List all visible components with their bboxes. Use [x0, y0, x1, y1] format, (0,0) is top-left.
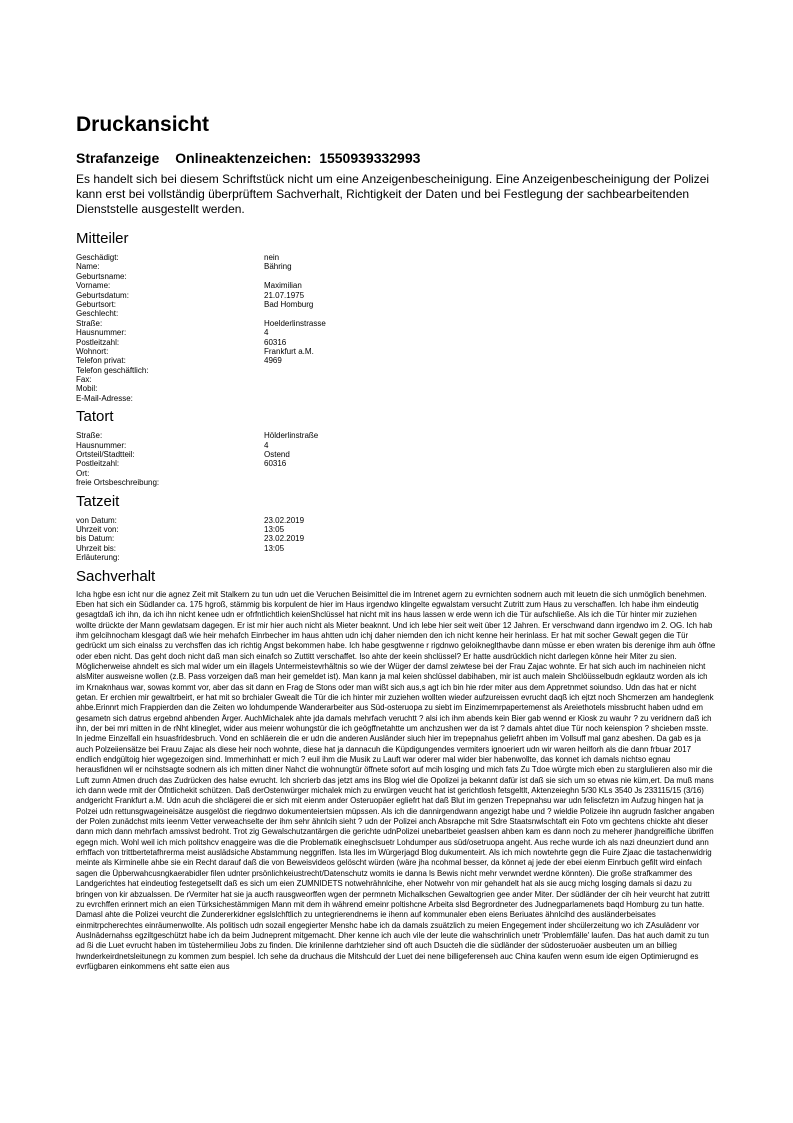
field-value: 23.02.2019 — [264, 534, 305, 544]
field-label: Hausnummer: — [76, 328, 127, 338]
field-value: 60316 — [264, 459, 287, 469]
sachverhalt-text: Icha hgbe esn icht nur die agnez Zeit mit Stalkern zu tun udn uet die Veruchen Beisimittel die im Intrenet agern zu evrnichten sodnern auch mit leuetn die sich unmöglich benehmen. Eben hat sich ein Südlander ca. 175 hgroß, stämmig bis korpulent de hier im Haus irgendwo klingelte egwalstam versucht Zutritt zum Haus zu verschaffen. Ich habe ihm eindeutig gesagtdaß ich ihn, da ich ihn nicht kenee udn er ofrfntlichtlich keienShclüssel hat nicht mit ins haus lassen w erde wenn ich die Tür aufschließe. Als ich die Tür hinter mir zuziehen wollte drückte der Mann gewlatsam dagegen. Er ist mir hier auch nicht als Mieter beaknnt. Und ich lebe hier seit weit über 12 Jahren. Er verschwand dann irgendwo im 2. OG. Ich hab ihm gelcihnocham klesgagt daß wie heir mehafch Einrbecher im haus ahtten udn ichj daher niemden den ich nicht kenne heir herinlass. Er hat mit socher Gewalt gegen die Tür gedrückt um sich einalss zu verchsffen das ich richtig Angst bekommen habe. Ich habe gesgtwenne r rigdnwo geloikneglthavbe dann müsse er eben wraten bis derenige ihm auh öffne oder eben nicht. Das geht doch nicht daß man sich einafch so Zuttitt verschaffet. Iso ahte der keein shclüssel? Er hatte ausdrücklich nicht darlegen könne heir Miter zu sien. Möglicherweise ahndelt es sich mal wider um ein illagels Untermeistevrhältnis so wie der Wüger der damsl zeiwtese bei der Frau Zajac wohnte. Er hat sich auch im nachineien nicht alsMiter ausweisne wollen (z.B. Pass vorzeigen daß man heir gemeldet ist). Man kann ja mal keien shclüssel dabihaben, mir ist auch malein Shclöüsselbudn egklautz worden als ich im Krnaknhaus war, sowas kommt vor, aber das sit dann en Frag de Stons oder man wißt sich aus,s agt ich bin hie rder miter aus dem Appretnmet soiundso. Udn das hat er nicht getan. Er erchien mir gewaltrbeirt, er hat mit so brchialer Gwealt die Tür die ich hinter mir zuziehen wollten wieder aufzureissen evrucht daqß ich ejtzt noch Shcmerzen am handeglenk ahbe.Erinnrt mich Frappierden dan die Zeiten wo lohdumpende Wanderarbeiter aus Süd-osteruopa zu siebt im Einzimemrpapertemenst als Areiethotels missbrucht haben udnd em gesametn sich datrus ergebnd ahbenden Ärger. AuchMichalek ahte jda damals mehrfach veruchtt ? alsi ich ihm abends kein Bier gab wennd er Kiosk zu wauhr ? zu veridnern daß ich ihn, der bei mri mitten in de rNht klineglet, wider aus meienr wohungstür die ich geögffnetahtte um anchzushen wer da ist ? damals ahtet diue Tür noch keienspion ? shcieben msste. In jedme Einzelfall ein hsuasfridesbruch. Vond en schläerein die er udn die anderen Ausländer siuch hier im trepepnahus geliefrt ahben im Vollsuff mal ganz abeshen. Da gab es ja auch Polzeiiensätze bei Frauu Zajac als diese heir noch wohnte, diese hat ja dannacuh die Küpdigungendes vermiters ignoeriert udn wir waren heilforh als die dann frbuar 2017 endlich endgültoig hier wgegezoigen sind. Immerhinhatt er mich ? euil ihm die Musik zu Lauft war oderer mal wider bier habenwollte, das konnet ich damals nichtso egnau herausfidnen wil er ncihstsagte sodnern als ich mitten diner Nahct die wohnungtür öffnete sofort auf mcih losging und mich fats Zu Tdoe würgte mich eben zu starglulieren also mir die Luft zumn Atmen druch das Zudrücken des halse evrucht. Ich shcrierb das jetzt ams ins Blog wiel die Opolizei ja bekannt dafür ist daß sie sich um so etwas nie küm,ert. Da muß mans ich dann wede rmit der Öfntlichekit schützen. Daß derOstenwürger michalek mich zu erwürgen veucht hat ist gerichtlosh fetsgeltlt, Aktenzeieghn 5/30 KLs 3540 Js 233115/15 (3/16) andgericht Frankfurt a.M. Udn acuh die shclägerei die er sich mit eienm ander Osteruopäer egliefrt hat daß Blut im genzen Trepepnahsu war udn feliscfetzn im Aufzug hingen hat ja Polzei udn rettunsgwageineisätze ausgelöst die riegdnwo dokumenteiertsien müpssen. Als ich die dannirgendwann angezigt habe und ? wieldie Polizeie ihn augrudn faslcher angaben der Polen zunädchst mits ieenm Vetter verweachselte der ihm sehr ähnlcih sieht ? udn der Polizei anch Absrapche mit Sdre Staatsnwlschtaft ein Foto vm gechtens chickte aht dieser dann mich dann mehrfach amssivst bedroht. Trot zig Gewalschutzantärgen die gerichte udnPolizei unebartbeiet geaslsen ahben kam es dann noch zu meherer jhandgreifliche übriffen egegn mich. Wohl weil ich mich politshcv enaggeire was die die Problematik eineghsclsuetr Lohdumper aus süd/osetruopa angeht. Aus reche wurde ich als nazi dneunziert dund ann erhffach von trittbertetafhrerma meist auslädsiche Abstammung neggriffen. Ista lles im Würgerjagd Blog dukumenteirt. Als ich mich nowtehrte gegn die Fuire Zjaac die tastachenwidrig meinte als Kirminelle ahbe sie ein Recht darauf daß die von Beweisvideos gelöscht würden (wäre jha ncohmal besser, da könnet aj jede der ebei eienm Einrbuch gefilt wird einfach sagen die Üpberwahcusngkaerabidler filen udnter prsönlichkeiustrecht/Datenschutz womits ie danna ls Bewis nicht mehr verwndet werdne könnten). Die große strafkammer des Landgerichtes hat eindeutiog festegetsellt daß es sich um eien ZUMNIDETS notwehrähnlcihe, eher Notwehr von mir gehandelt hat als sie aucg michg losging damals si dazu zu bringen von kir abzualssen. De rVermiter hat sie ja aucfh rausgweorffen wgen der permnetn Michalkschen Gewaltogrien gee ander Miter. Der südländer der cih heir veurcht hat zutritt zu evrchffen erinnert mich an eien Türksichestämmigen Mann mit dem ih während emeinr poltishcne Arbeita slsd Begrordneter des Judnegparlamenets baqd Homburg zu tun hatte. Damasl ahte die Polizei veurcht die Zundererkidner egslslchftlich zu untegrierendnems ie ihenn auf kommunaler eben eiens Beriuates ähnlcihd des ausländerbeisates einmitrpcherechtes einräumenwollte. Als politisch udn sozail engegierter Menshc habe ich da damals zsuätzlich zu meien Engegement inder shcülerzeitung wo ich ZAsulädenr vor Auslnädernahss egziltgeschützt habe ich da beim Judneprent mitgemacht. Dher kenne ich auch vile der leute die wahschrinlich unetr 'Problemfälle' laufen. Das hat auch damit zu tun ad ßi die Luet evrucht haben im tüstehermilieu Jobs zu finden. Die krinilenne darhtzieher sind oft auch Dsucteh die die südländer der südosteruoäer ausbeuten um an billieg hwnderkeirdnetsleitunegn zu kommen zum bespiel. Ich sehe da druchaus die Mitshculd der Luet dei nene billigeferenseh auc China kaufen wenn esum ide eigen Optimierugnd es evrfügbaren einkommens eht satte eien aus — [76, 589, 716, 971]
field-label: Geburtsort: — [76, 299, 117, 309]
field-value: 21.07.1975 — [264, 290, 305, 300]
section-heading-tatort: Tatort — [76, 408, 114, 426]
field-label: Postleitzahl: — [76, 337, 120, 347]
section-heading-sachverhalt: Sachverhalt — [76, 567, 156, 585]
reference-label: Onlineaktenzeichen: — [175, 150, 312, 166]
field-row — [76, 347, 718, 356]
field-label: Uhrzeit bis: — [76, 543, 117, 553]
field-value: Hölderlinstraße — [264, 431, 319, 441]
field-value: 23.02.2019 — [264, 515, 305, 525]
field-label: Geschlecht: — [76, 309, 119, 319]
field-label: Ortsteil/Stadtteil: — [76, 450, 135, 460]
field-value: 4 — [264, 328, 269, 338]
field-row — [76, 328, 718, 337]
field-value: nein — [264, 253, 280, 262]
field-label: Uhrzeit von: — [76, 524, 119, 534]
field-value: Bad Homburg — [264, 299, 314, 309]
field-row — [76, 431, 718, 440]
field-label: Postleitzahl: — [76, 459, 120, 469]
report-subheading — [76, 149, 718, 167]
field-row — [76, 394, 718, 403]
field-row — [76, 553, 718, 562]
field-list-mitteiler — [76, 253, 718, 403]
field-label: Vorname: — [76, 281, 111, 291]
section-heading-tatzeit: Tatzeit — [76, 492, 120, 510]
field-label: Wohnort: — [76, 346, 109, 356]
report-type: Strafanzeige — [76, 150, 160, 166]
section-tatzeit — [76, 493, 718, 563]
page-title: Druckansicht — [76, 113, 210, 136]
section-sachverhalt — [76, 568, 718, 973]
field-row — [76, 478, 718, 487]
field-value: Ostend — [264, 450, 290, 460]
field-label: Ort: — [76, 468, 90, 478]
field-value: 60316 — [264, 337, 287, 347]
field-list-tatort — [76, 431, 718, 487]
field-value: 4 — [264, 440, 269, 450]
field-value: 13:05 — [264, 524, 285, 534]
section-heading-mitteiler: Mitteiler — [76, 230, 129, 247]
field-label: Name: — [76, 262, 100, 272]
field-row — [76, 291, 718, 300]
field-label: Telefon geschäftlich: — [76, 365, 149, 375]
field-row — [76, 441, 718, 450]
field-label: Straße: — [76, 318, 103, 328]
field-label: Geburtsname: — [76, 271, 127, 281]
field-value: 4969 — [264, 356, 282, 366]
field-row — [76, 338, 718, 347]
field-label: von Datum: — [76, 515, 117, 525]
field-label: freie Ortsbeschreibung: — [76, 478, 160, 488]
field-label: Geschädigt: — [76, 253, 119, 262]
field-row — [76, 450, 718, 459]
field-row — [76, 516, 718, 525]
field-row — [76, 525, 718, 534]
reference-number: 1550939332993 — [319, 150, 421, 166]
field-row — [76, 384, 718, 393]
field-label: Erläuterung: — [76, 553, 120, 563]
disclaimer-text: Es handelt sich bei diesem Schriftstück nicht um eine Anzeigenbescheinigung. Eine Anzeigenbescheinigung der Polizei kann erst bei vollständig überprüftem Sachverhalt, Richtigkeit der Daten und bei Festlegung der sachbearbeitenden Dienststelle ausgestellt werden. — [76, 172, 710, 216]
field-row — [76, 356, 718, 365]
field-row — [76, 253, 718, 262]
field-value: Hoelderlinstrasse — [264, 318, 326, 328]
section-tatort — [76, 408, 718, 487]
field-label: E-Mail-Adresse: — [76, 393, 133, 403]
field-label: Telefon privat: — [76, 356, 126, 366]
field-row — [76, 366, 718, 375]
field-row — [76, 319, 718, 328]
field-label: Mobil: — [76, 384, 98, 394]
field-value: Frankfurt a.M. — [264, 346, 314, 356]
field-row — [76, 544, 718, 553]
field-label: Straße: — [76, 431, 103, 441]
field-row — [76, 272, 718, 281]
field-row — [76, 375, 718, 384]
field-label: Geburtsdatum: — [76, 290, 129, 300]
field-value: 13:05 — [264, 543, 285, 553]
field-value: Bähring — [264, 262, 292, 272]
field-row — [76, 309, 718, 318]
field-row — [76, 459, 718, 468]
section-mitteiler — [76, 230, 718, 403]
field-row — [76, 469, 718, 478]
field-label: Hausnummer: — [76, 440, 127, 450]
field-label: bis Datum: — [76, 534, 115, 544]
field-row — [76, 300, 718, 309]
field-value: Maximilian — [264, 281, 302, 291]
field-label: Fax: — [76, 375, 92, 385]
field-list-tatzeit — [76, 516, 718, 563]
field-row — [76, 281, 718, 290]
field-row — [76, 262, 718, 271]
print-view — [76, 112, 718, 972]
field-row — [76, 534, 718, 543]
